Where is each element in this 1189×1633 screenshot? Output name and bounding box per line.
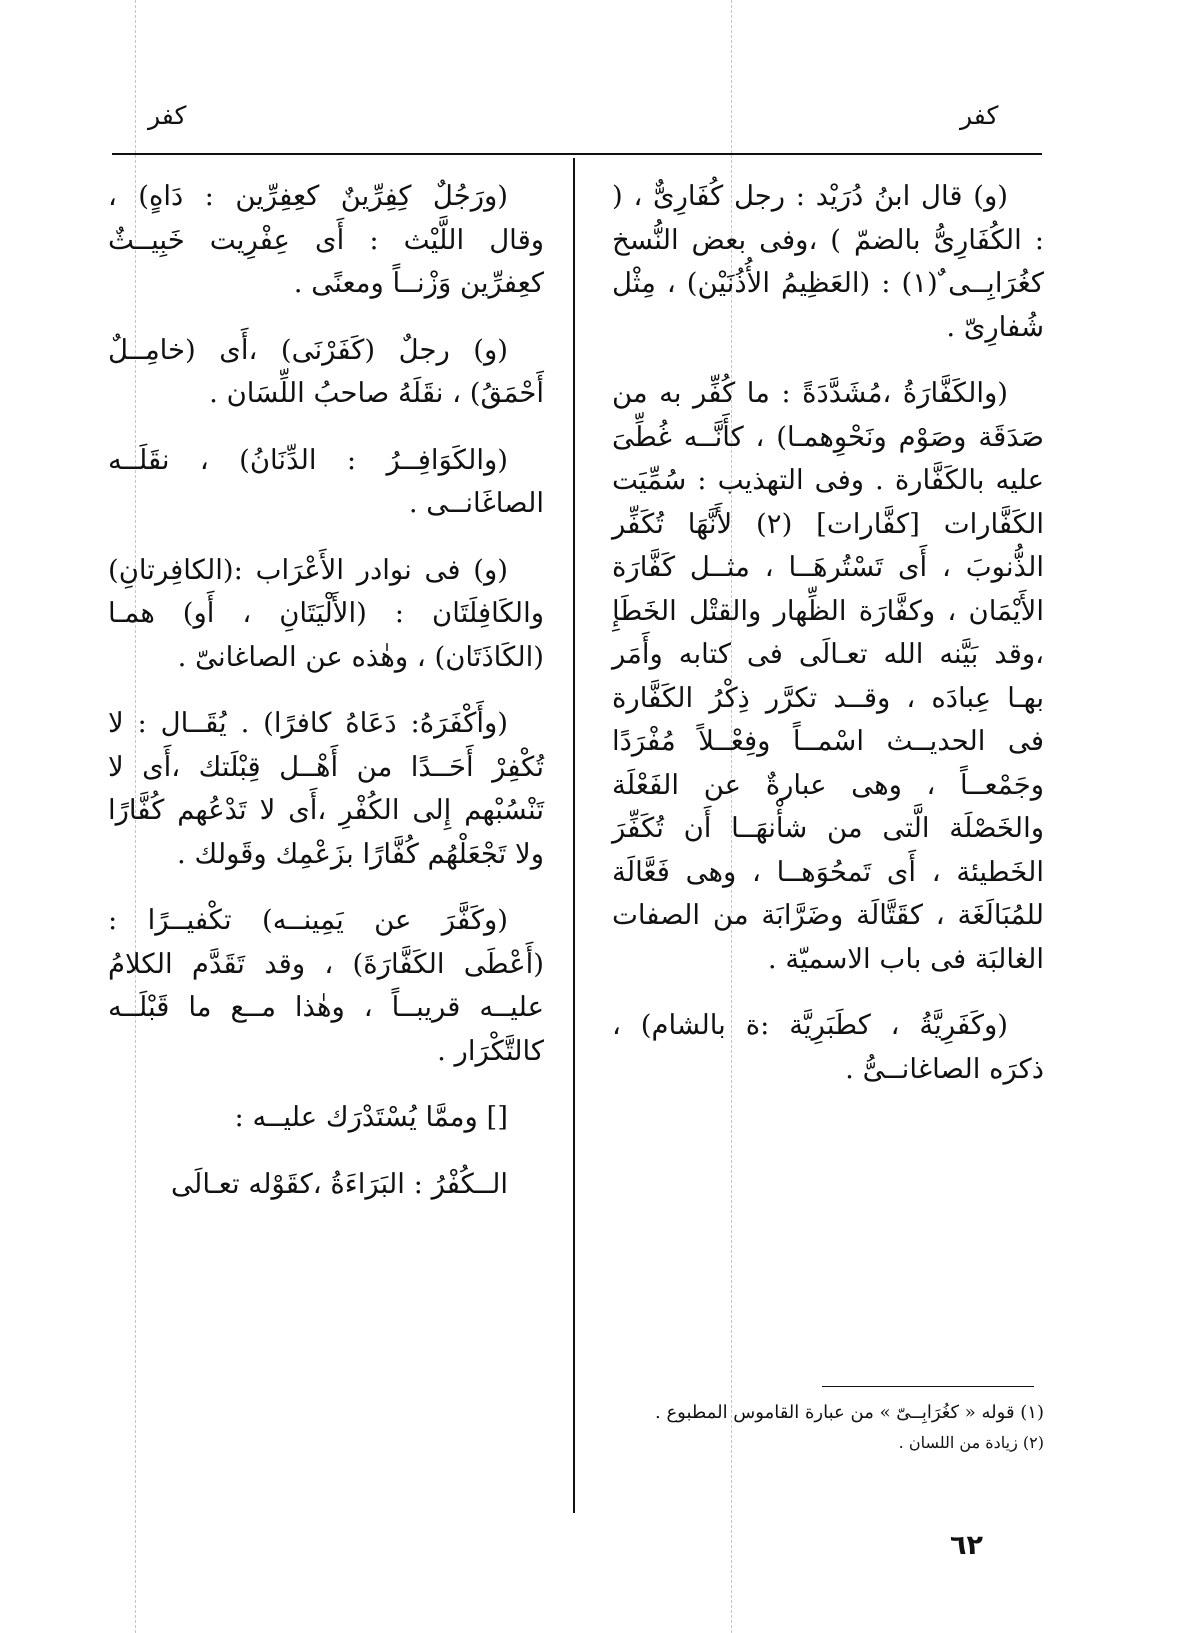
- footnote: (٢) زيادة من اللسان .: [898, 1433, 1044, 1452]
- entry-paragraph: (و) قال ابنُ دُرَيْد : رجل كُفَارِىٌّ ، ( : الكُفَارِىُّ بالضمّ ) ،وفى بعض النُّسخ كغُرَابِــى ٌ(١) : (العَظِيمُ الأُذُنَيْن) ، مِثْل شُفارِىّ .: [612, 180, 1044, 343]
- entry-paragraph: (وكَفَّرَ عن يَمِينــه) تكْفيــرًا : (أَعْطَى الكَفَّارَةَ) ، وقد تَقَدَّم الكلامُ عليــه قريبــاً ، وهٰذا مــع ما قَبْلَــه كالتَّكْرَار .: [108, 904, 544, 1067]
- footnotes: [612, 1398, 1044, 1458]
- entry-paragraph: الــكُفْرُ : البَرَاءَةُ ،كقَوْله تعـالَى: [171, 1167, 508, 1200]
- right-column: [612, 175, 1044, 1114]
- entry-paragraph: (وأَكْفَرَهُ: دَعَاهُ كافرًا) . يُقَــال : لا تُكْفِرْ أَحَــدًا من أَهْــل قِبْلَتك ،أَى لا تَنْسُبْهم إِلى الكُفْرِ ،أَى لا تَدْعُهم كُفَّارًا ولا تَجْعَلْهُم كُفَّارًا بزَعْمِك وقَولك .: [108, 707, 544, 870]
- entry-paragraph: (وكَفَرِيَّةُ ، كطَبَرِيَّة :ة بالشام) ، ذكرَه الصاغانــىُّ .: [612, 1009, 1044, 1085]
- entry-paragraph: (والكَوَافِــرُ : الدِّنَانُ) ، نقَلَــه الصاغَانــى .: [108, 443, 544, 519]
- entry-paragraph: (و) فى نوادر الأَعْرَاب :(الكافِرتانِ) والكَافِلَتَان : (الأَلْيَتَانِ ، أَو) همـا (الكَاذَتَان) ، وهٰذه عن الصاغانىّ .: [108, 553, 544, 673]
- running-header-right: كفر: [960, 101, 999, 130]
- entry-paragraph: (ورَجُلٌ كِفِرِّينٌ كعِفِرِّين : دَاهٍ) ، وقال اللَّيْث : أَى عِفْرِيت خَبِيــثٌ كعِفرِّين وَزْنــاً ومعنًى .: [108, 180, 544, 299]
- running-header-left: كفر: [148, 101, 187, 130]
- header-rule: [112, 153, 1042, 155]
- entry-paragraph: (و) رجلٌ (كَفَرْنَى) ،أَى (خامِــلٌ أَحْمَقُ) ، نقَلَهُ صاحبُ اللِّسَان .: [108, 333, 544, 409]
- entry-paragraph: (والكَفَّارَةُ ،مُشَدَّدَةً : ما كُفِّر به من صَدَقَة وصَوْم ونَحْوِهمـا) ، كأَنَّــه غُطِّىَ عليه بالكَفَّارة . وفى التهذيب : سُمِّيَت الكَفَّارات [كفَّارات] (٢) لأَنَّهَا تُكَفِّر الذُّنوبَ ، أَى تَسْتُرهَــا ، مثــل كَفَّارَة الأَيْمَان ، وكفَّارَة الظِّهار والقتْل الخَطَإِ ،وقد بَيَّنه الله تعـالَى فى كتابه وأَمَر بهـا عِبادَه ، وقــد تكرَّر ذِكْرُ الكَفَّارة فى الحديــث اسْمــاً وفِعْــلاً مُفْرَدًا وجَمْعــاً ، وهى عبارةٌ عن الفَعْلَة والخَصْلَة الَّتى من شأْنهَــا أَن تُكَفِّرَ الخَطيئة ، أَى تَمحُوَهــا ، وهى فَعَّالَة للمُبَالَغَة ، كقَتَّالَة وضَرَّابَة من الصفات الغالبَة فى باب الاسميّة .: [612, 377, 1045, 975]
- entry-paragraph: [] وممَّا يُسْتَدْرَك عليــه :: [234, 1101, 508, 1133]
- footnote: (١) قوله « كغُرَابِــىّ » من عبارة القاموس المطبوع .: [655, 1402, 1044, 1423]
- footnote-rule: [822, 1386, 1034, 1387]
- left-column: [108, 175, 544, 1229]
- page-number: ٦٢: [950, 1530, 983, 1561]
- column-divider: [573, 158, 575, 1513]
